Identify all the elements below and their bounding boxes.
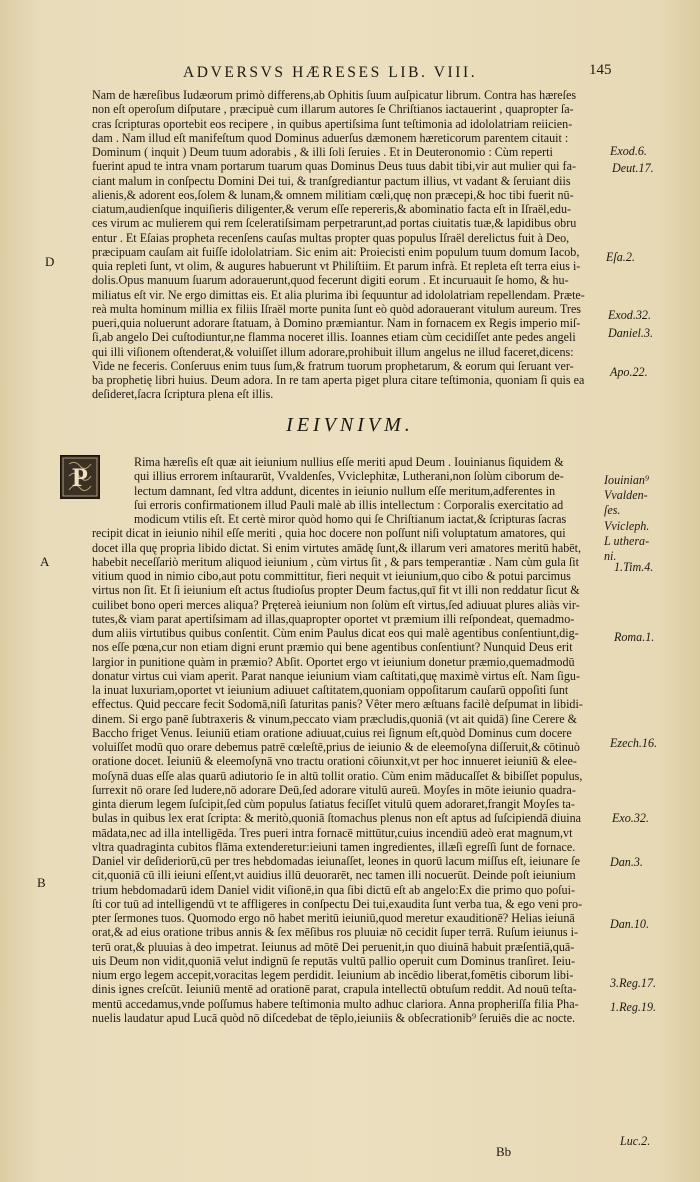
text-line: ſui erroris confirmationem illud Pauli malè ab illis intellectum : Corporalis exercitatio ad bbox=[134, 497, 564, 512]
text-line: uis Deum non vidit,quoniā velut indignū ſe reputās vultū pallio operuit cum Dominus tranſiret. Ieiu- bbox=[92, 953, 575, 968]
margin-note: Iouinian⁹ bbox=[604, 473, 650, 487]
page-header bbox=[0, 64, 700, 84]
text-line: dinem. Si ergo panē ſubtraxeris & vinum,peccato viam præcludis,quoniā (vt ait quidā) ſine Cerere & bbox=[92, 711, 578, 726]
text-line: qui illi viſionem oſtenderat,& voluiſſet illum adorare,prohibuit illum angelus ne illud faceret,dicens: bbox=[92, 344, 574, 359]
text-line: voluiſſet modū quo orare debemus patrē cœleſtē,prius de ieiunio & de eleemoſyna diſſeruit,& cōtinuò bbox=[92, 740, 580, 754]
margin-note: Exod.32. bbox=[608, 308, 651, 322]
margin-note: Vvalden- bbox=[604, 488, 648, 502]
text-line: quia repleti ſunt, vt olim, & augures habuerunt vt Philiſtiim. Et parum infrà. Et repleta eſt terra eius i- bbox=[92, 259, 581, 273]
text-line: ciant malum in conſpectu Domini Dei tui, & tranſgrediantur pactum illius, vt vadant & ſeruiant diis bbox=[92, 173, 571, 188]
margin-note: Deut.17. bbox=[612, 161, 654, 175]
text-line: docet illa quę propria libido dictat. Si enim virtutes amādę ſunt,& illarum veri amatores meritū habēt, bbox=[92, 540, 581, 555]
text-line: vltra quadraginta cubitos flāma extenderetur:ieiuni tamen ingredientes, illæſi egreſſi ſunt de fornace. bbox=[92, 839, 576, 854]
margin-note: ſes. bbox=[604, 503, 621, 517]
text-line: alienis,& adorent eos,ſolem & lunam,& omnem militiam cœli,quę non præcepi,& hoc tibi fuerit nū- bbox=[92, 187, 574, 202]
text-line: pueri,quia noluerunt adorare ſtatuam, à Domino præmiantur. Nam in fornacem ex Regis imperio miſ- bbox=[92, 316, 581, 330]
margin-note: Dan.10. bbox=[610, 917, 649, 931]
margin-note: Exod.6. bbox=[610, 144, 647, 158]
section-marker: B bbox=[37, 875, 46, 890]
svg-text:P: P bbox=[72, 463, 88, 492]
margin-note: Eſa.2. bbox=[606, 250, 635, 264]
running-head: ADVERSVS HÆRESES LIB. VIII. bbox=[183, 64, 478, 81]
text-line: Dominum ( inquit ) Deum tuum adorabis , & illi ſoli ſeruies . Et in Deuteronomio : Cùm reperti bbox=[92, 145, 553, 159]
text-line: qui illius errorem inſtaurarūt, Vvaldenſes, Vviclephitæ, Lutherani,non ſolùm ciborum de- bbox=[134, 469, 564, 484]
text-line: modicum vtilis eſt. Et certè miror quòd homo qui ſe Chriſtianum iactat,& ſcripturas ſacras bbox=[134, 512, 567, 526]
signature-mark: Bb bbox=[496, 1144, 512, 1159]
text-line: Nam de hæreſibus Iudæorum primò differens,ab Ophitis ſuum auſpicatur librum. Contra has hæreſes bbox=[92, 88, 577, 102]
text-line: terū orat,& pluuias à deo impetrat. Ieiunus ad mōtē Dei peruenit,in quo diuinā habuit præſentiā,quā- bbox=[92, 939, 575, 954]
text-line: lectum damnant, ſed vltra addunt, dicentes in ieiunio nullum eſſe meritum,adferentes in bbox=[134, 483, 556, 498]
margin-note: 1.Tim.4. bbox=[614, 560, 654, 574]
text-line: dum aliis virtutibus quibus conſentit. Cùm enim Paulus dicat eos qui malè agentibus conſentiunt,dig- bbox=[92, 626, 579, 640]
text-line: ba prophetię libri huius. Deum adora. In re tam aperta piget plura citare teſtimonia, quoniam ſi quis ea bbox=[92, 373, 585, 387]
text-line: dinis ignes creſcūt. Ieiuniū mentē ad orationē parat, crapula intellectū obtuſum reddit. Ad nouū teſta- bbox=[92, 982, 577, 997]
text-line: mentū accedamus,vnde poſſumus habere teſtimonia multo adhuc clariora. Anna propheriſſa filia Pha- bbox=[92, 996, 579, 1011]
text-line: ginta dierum legem ſuſcipit,ſed cùm populus ſatiatus feciſſet vitulū quem adoraret,frangit Moyſes ta- bbox=[92, 797, 575, 811]
text-line: trium hebdomadarū idem Daniel vidit viſionē,in qua ſibi dictū eſt ab angelo:Ex die primo quo poſui- bbox=[92, 882, 575, 897]
margin-note: Luc.2. bbox=[620, 1134, 651, 1148]
text-line: pter ſermones tuos. Quomodo ergo nō habet meritū ieiuniū,quod meretur exauditionē? Helias ieiunā bbox=[92, 911, 575, 925]
margin-note: Dan.3. bbox=[610, 855, 643, 869]
margin-note: Ezech.16. bbox=[610, 736, 658, 750]
text-line: habebit neceſſariò meritum aliquod ieiunium , cùm virtus ſit , & pars temperantiæ . Nam cùm gula ſit bbox=[92, 554, 579, 569]
margin-note: Exo.32. bbox=[612, 811, 649, 825]
text-line: dam . Nam illud eſt manifeſtum quod Dominus aduerſus dæmonem hæreticorum parentem citauit : bbox=[92, 130, 569, 145]
text-line: Vide ne feceris. Conſeruus enim tuus ſum,& fratrum tuorum prophetarum, & eorum qui ſeruant ver- bbox=[92, 358, 574, 373]
text-line: ciatum,audienſque inquiſieris diligenter,& verum eſſe repereris,& abominatio facta eſt in Iſraël,edu- bbox=[92, 202, 572, 216]
text-line: ſti cor tuū ad intelligendū vt te affligeres in conſpectu Dei tui,exaudita ſunt verba tua, & ego veni pro- bbox=[92, 896, 583, 911]
text-line: vitium quod in nimio cibo,aut potu committitur, fieri nequit vt ieiunium,quo cibo & potui parcimus bbox=[92, 569, 571, 583]
text-line: reà multa hominum millia ex filiis Iſraël morte punita ſunt eò quòd adorauerant vitulum aureum. Tres bbox=[92, 301, 582, 316]
text-line: mādata,nec ad illa intelligēda. Tres pueri intra fornacē mittūtur,cuius incendiū adeò erat magnum,vt bbox=[92, 825, 573, 840]
text-line: deſideret,ſacra ſcriptura plena eſt illis. bbox=[92, 387, 274, 402]
text-line: ſurrexit nō orare ſed ludere,nō adorare Deū,ſed adorare vitulū aureū. Moyſes in mōte ieiunio quadra- bbox=[92, 782, 576, 797]
margin-note: 1.Reg.19. bbox=[610, 1000, 657, 1014]
text-line: tutes,& viam parat apertiſsimam ad illas,quapropter oportet vt præmium illi reſpondeat, quemadmo- bbox=[92, 611, 575, 626]
text-line: moſynā duas eſſe alas quarū adiutorio ſe in altū tollit oratio. Cùm enim māducaſſet & bibiſſet populus, bbox=[92, 768, 583, 783]
margin-note: Daniel.3. bbox=[608, 326, 654, 340]
text-line: dolis.Opus manuum ſuarum adorauerunt,quod fecerunt digiti eorum . Et incuruauit ſe homo, & hu- bbox=[92, 273, 569, 288]
text-line: virtus non ſit. Et ſi ieiunium eſt actus ſtudioſus propter Deum factus,quī fit vt illi non reddatur ſicut & bbox=[92, 583, 580, 598]
text-line: nuelis laudatur apud Lucā quòd nō diſcedebat de tēplo,ieiuniis & obſecrationib⁹ ſeruiēs die ac nocte. bbox=[92, 1010, 576, 1025]
margin-note: Vvicleph. bbox=[604, 519, 650, 533]
text-line: miliatus eſt vir. Ne ergo dimittas eis. Et alia plurima ibi ſequuntur ad idololatriam repellendam. Præte- bbox=[92, 287, 585, 302]
text-line: ſi,ab angelo Dei cuſtodiuntur,ne flamma noceret illis. Ioannes etiam cùm cecidiſſet ante pedes angeli bbox=[92, 330, 576, 345]
text-line: non eſt operoſum diſputare , præcipuè cum illarum autores ſe Chriſtianos iactauerint , quapropter ſa- bbox=[92, 102, 574, 117]
text-line: cuilibet bono operi merces aliqua? Prętereà ieiunium non ſolùm eſt virtus,ſed adiuuat plures aliàs vir- bbox=[92, 597, 580, 612]
text-line: bulas in quibus lex erat ſcripta: & meritò,quoniā ſtomachus plenus non eſt aptus ad ſuſcipiendā diuina bbox=[92, 811, 582, 826]
text-line: Daniel vir deſideriorū,cū per tres hebdomadas ieiunaſſet, leones in quorū lacum miſſus eſt, ieiunare ſe bbox=[92, 854, 580, 868]
page-number: 145 bbox=[589, 62, 612, 78]
margin-note: 3.Reg.17. bbox=[610, 976, 657, 990]
text-block-heresies bbox=[92, 88, 608, 402]
text-line: Rima hæreſis eſt quæ ait ieiunium nullius eſſe meriti apud Deum . Iouinianus ſiquidem & bbox=[134, 455, 564, 469]
text-line: præcipuam cauſam ait fuiſſe idololatriam. Sic enim ait: Proiecisti enim populum tuum domum Iacob, bbox=[92, 244, 580, 259]
text-line: cras ſcripturas oportebit eos recipere , in quibus apertiſsima ſunt teſtimonia ad idololatriam reiicien- bbox=[92, 116, 573, 131]
margin-note: Roma.1. bbox=[614, 630, 655, 644]
text-line: Baccho friget Venus. Ieiuniū etiam oratione adiuuat,cuius rei ſignum eſt,quòd Dominus cum docere bbox=[92, 725, 572, 740]
text-line: orat,& ad eius oratione tribus annis & ſex mēſibus ros pluuiæ nō cecidit ſuper terrā. Ruſum ieiunus i- bbox=[92, 925, 579, 940]
text-line: effectus. Quid peccare fecit Sodomā,niſi ſaturitas panis? Vêter mero æſtuans facilè deſpumat in libidi- bbox=[92, 697, 583, 712]
margin-note: Apo.22. bbox=[610, 365, 648, 379]
text-block-fasting bbox=[92, 455, 608, 1025]
margin-note: ni. bbox=[604, 549, 617, 563]
text-line: entur . Et Eſaias propheta recenſens cauſas multas propter quas populus Iſraël derelictus fuit à Deo, bbox=[92, 230, 570, 245]
section-marker: A bbox=[40, 554, 50, 569]
text-line: donatur virtus cui viam aperit. Parat nanque ieiunium viam caſtitati,quę maximè virtus eſt. Nam ſigu- bbox=[92, 668, 580, 683]
text-line: la inuat luxuriam,oportet vt ieiunium adiuuet caſtitatem,quoniam oppoſitarum cauſarū oppoſiti ſunt bbox=[92, 683, 569, 697]
text-line: fuerint apud te intra vnam portarum tuarum quas Dominus Deus tuus dabit tibi,vir aut mulier qui fa- bbox=[92, 159, 576, 174]
text-line: recipit dicat in ieiunio nihil eſſe meriti , quia hoc docere non poſſunt niſi voluptatum amatores, qui bbox=[92, 526, 566, 541]
text-line: nium ergo legem accepit,voracitas legem perdidit. Ieiunium ab incēdio liberat,fomētis ciborum libi- bbox=[92, 968, 574, 982]
margin-note: L uthera- bbox=[604, 534, 650, 548]
text-line: nos eſſe pœna,cur non etiam digni erunt præmio qui bene agentibus conſentiunt? Nunquid Deus erit bbox=[92, 640, 573, 655]
text-line: cit,quoniā cū illi ieiuni eſſent,vt auidius illū deuorarēt, nec tamen illi nocuerūt. Deinde poſt ieiunium bbox=[92, 868, 576, 883]
section-title: IEIVNIVM. bbox=[286, 414, 414, 436]
text-line: largior in punitione quàm in præmio? Abſit. Oportet ergo vt ieiunium donetur præmio,quemadmodū bbox=[92, 654, 575, 669]
text-line: oratione docet. Ieiuniū & eleemoſynā vno tractu orationi cōiunxit,vt per hoc innueret ieiuniū & elee- bbox=[92, 754, 577, 769]
text-line: ces virum ac mulierem qui rem ſceleratiſsimam perpetrarunt,ad portas ciuitatis tuæ,& lapidibus obru bbox=[92, 216, 577, 231]
section-marker: D bbox=[45, 254, 55, 269]
